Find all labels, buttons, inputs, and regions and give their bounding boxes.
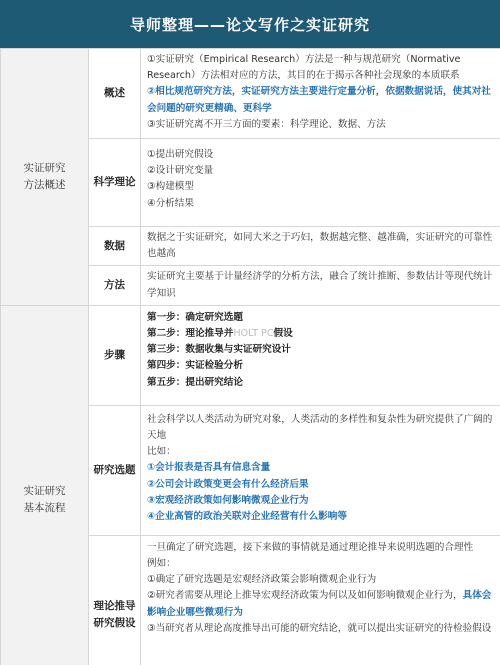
gaishu-line-2: ②相比规范研究方法，实证研究方法主要进行定量分析，依据数据说话，使其对社会问题的研究更精确、更科学 bbox=[147, 86, 491, 114]
kexue-line-4: ④分析结果 bbox=[147, 197, 194, 209]
category-overview bbox=[1, 49, 89, 306]
kexue-line-1: ①提出研究假设 bbox=[147, 149, 214, 160]
row-steps bbox=[1, 305, 500, 405]
row-label-kexue: 科学理论 bbox=[89, 139, 141, 227]
buzhou-line-1: 第一步：确定研究选题 bbox=[147, 311, 243, 323]
xuanti-example-2: ②公司会计政策变更会有什么经济后果 bbox=[147, 478, 309, 490]
xuanti-example-4: ④企业高管的政治关联对企业经营有什么影响等 bbox=[147, 511, 347, 523]
tuidao-label: 理论推导 研究假设 bbox=[93, 600, 136, 630]
row-body-tuidao bbox=[141, 535, 500, 665]
watermark-text: HOLT PC bbox=[233, 328, 274, 340]
row-label-tuidao bbox=[89, 535, 141, 665]
row-body-fangfa bbox=[141, 266, 500, 305]
xuanti-example-label: 比如： bbox=[147, 446, 176, 458]
buzhou-line-2 bbox=[147, 326, 494, 342]
buzhou-line-3: 第三步：数据收集与实证研究设计 bbox=[147, 344, 291, 356]
row-label-fangfa: 方法 bbox=[89, 266, 141, 305]
buzhou-line-2-text: 第二步：理论推导并 bbox=[147, 328, 234, 340]
row-body-gaishu bbox=[141, 49, 500, 139]
fangfa-line-1: 实证研究主要基于计量经济学的分析方法，融合了统计推断、参数估计等现代统计学知识 bbox=[147, 271, 493, 299]
category-process bbox=[1, 305, 89, 665]
kexue-line-3: ③构建模型 bbox=[147, 181, 194, 193]
category-overview-label: 实证研究 方法概述 bbox=[23, 161, 66, 191]
tuidao-line-3: ③当研究者从理论高度推导出可能的研究结论，就可以提出实证研究的待检验假设 bbox=[147, 622, 492, 634]
kexue-line-2: ②设计研究变量 bbox=[147, 165, 214, 177]
row-body-buzhou bbox=[141, 305, 500, 405]
content-table bbox=[0, 48, 500, 665]
page-title: 导师整理——论文写作之实证研究 bbox=[0, 0, 500, 48]
tuidao-line-2 bbox=[147, 588, 494, 620]
gaishu-line-1: ①实证研究（Empirical Research）方法是一种与规范研究（Normative Research）方法相对应的方法，其目的在于揭示各种社会现象的本质联系 bbox=[147, 54, 461, 82]
row-label-gaishu: 概述 bbox=[89, 49, 141, 139]
row-label-xuanti: 研究选题 bbox=[89, 405, 141, 535]
tuidao-example-label: 例如： bbox=[147, 558, 176, 570]
row-body-shuju bbox=[141, 227, 500, 266]
buzhou-line-4: 第四步：实证检验分析 bbox=[147, 360, 243, 372]
xuanti-intro: 社会科学以人类活动为研究对象，人类活动的多样性和复杂性为研究提供了广阔的天地 bbox=[147, 413, 493, 442]
buzhou-line-5: 第五步：提出研究结论 bbox=[147, 376, 243, 388]
tuidao-line-1: ①确定了研究选题是宏观经济政策会影响微观企业行为 bbox=[147, 574, 377, 586]
row-label-shuju: 数据 bbox=[89, 227, 141, 266]
shuju-line-1: 数据之于实证研究，如同大米之于巧妇，数据越完整、越准确，实证研究的可靠性也越高 bbox=[147, 232, 493, 260]
row-body-xuanti bbox=[141, 405, 500, 535]
gaishu-line-3: ③实证研究离不开三方面的要素：科学理论、数据、方法 bbox=[147, 118, 386, 130]
buzhou-line-2-tail: 假设 bbox=[273, 328, 293, 340]
tuidao-line-2-highlight: 具体会影响企业哪些微观行为 bbox=[147, 590, 492, 618]
xuanti-example-1: ①会计报表是否具有信息含量 bbox=[147, 462, 271, 474]
tuidao-intro: 一旦确定了研究选题，接下来做的事情就是通过理论推导来说明选题的合理性 bbox=[147, 541, 474, 553]
category-process-label: 实证研究 基本流程 bbox=[23, 485, 66, 515]
row-overview bbox=[1, 49, 500, 139]
row-label-buzhou: 步骤 bbox=[89, 305, 141, 405]
xuanti-example-3: ③宏观经济政策如何影响微观企业行为 bbox=[147, 494, 309, 506]
row-body-kexue bbox=[141, 139, 500, 227]
tuidao-line-2-text: ②研究者需要从理论上推导宏观经济政策为何以及如何影响微观企业行为， bbox=[147, 590, 463, 602]
